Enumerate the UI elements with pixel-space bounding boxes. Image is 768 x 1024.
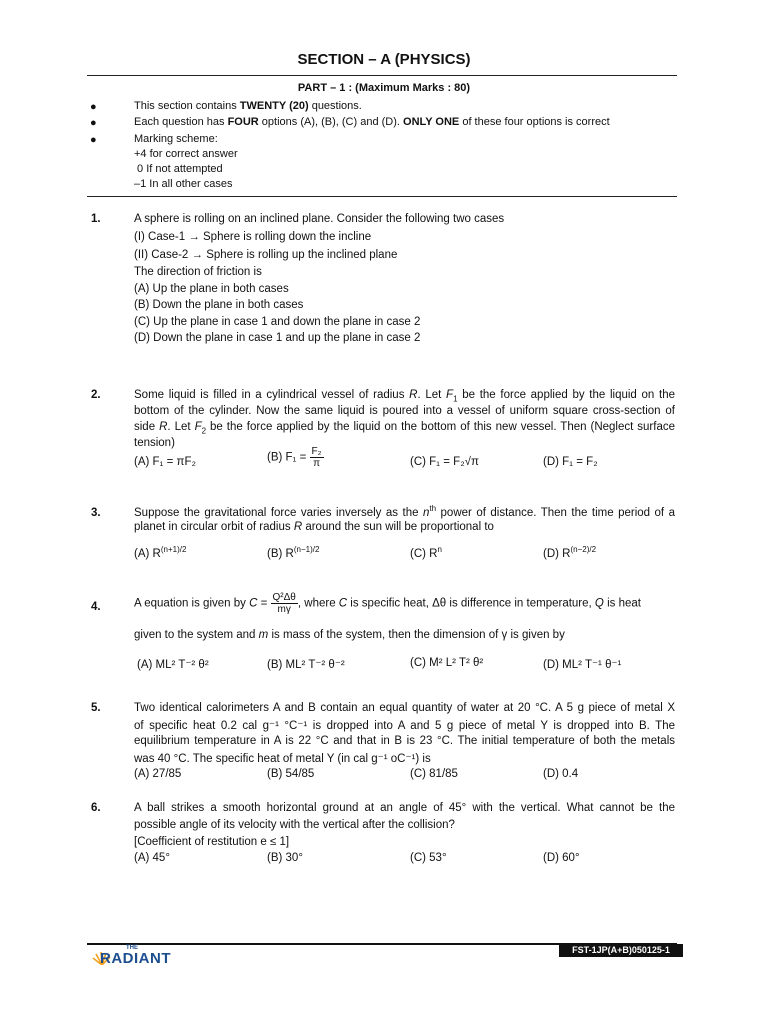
logo-the: THE	[126, 945, 138, 951]
question-1-text: A sphere is rolling on an inclined plane. Consider the following two cases	[134, 213, 505, 225]
question-4-line-1: A equation is given by C = $\frac{\text{Q²Δθ}}{m\gamma}$ , where C is specific heat, Δθ is difference in temperature, Q is heat	[134, 592, 641, 615]
bullet: ●	[90, 117, 97, 129]
section-title: SECTION – A (PHYSICS)	[297, 51, 471, 68]
paper-code: FST-1JP(A+B)050125-1	[559, 944, 683, 957]
marking-unattempted: 0 If not attempted	[134, 163, 223, 175]
question-5-line-2: of specific heat 0.2 cal g⁻¹ °C⁻¹ is dropped into A and 5 g piece of metal Y is dropped into B. The	[134, 720, 675, 732]
question-1-case-2: (II) Case-2 → Sphere is rolling up the inclined plane	[134, 249, 398, 261]
question-2-line-4: tension)	[134, 437, 175, 449]
question-2-line-2: bottom of the cylinder. Now the same liquid is poured into a vessel of uniform square cross-section of	[134, 405, 675, 417]
option-d[interactable]: (D) F₁ = F₂	[543, 456, 598, 468]
question-5-line-1: Two identical calorimeters A and B contain an equal quantity of water at 20 °C. A 5 g piece of metal X	[134, 702, 675, 714]
option-d[interactable]: (D) ML² T⁻¹ θ⁻¹	[543, 659, 622, 671]
bullet: ●	[90, 101, 97, 113]
option-c[interactable]: (C) 53°	[410, 852, 447, 864]
option-b[interactable]: (B) 54/85	[267, 768, 315, 780]
question-6-line-1: A ball strikes a smooth horizontal ground at an angle of 45° with the vertical. What cannot be the	[134, 802, 675, 814]
option-d[interactable]: (D) $R^{(n-2)/2}$	[543, 545, 597, 560]
logo-name: RADIANT	[100, 950, 171, 967]
part-heading: PART – 1 : (Maximum Marks : 80)	[297, 82, 471, 94]
option-c[interactable]: (C) F₁ = F₂√π	[410, 456, 479, 468]
question-number: 5.	[91, 702, 101, 714]
option-b[interactable]: (B) $R^{(n-1)/2}$	[267, 545, 320, 560]
question-number: 4.	[91, 601, 101, 613]
question-5-line-3: equilibrium temperature in A is 22 °C and that in B is 23 °C. The initial temperature of both the metals	[134, 735, 675, 747]
question-5-line-4: was 40 °C. The specific heat of metal Y (in cal g⁻¹ oC⁻¹) is	[134, 753, 431, 765]
instruction-2: Each question has FOUR options (A), (B), (C) and (D). ONLY ONE of these four options is correct	[134, 116, 610, 128]
divider	[87, 196, 677, 197]
option-b[interactable]: (B) ML² T⁻² θ⁻²	[267, 659, 345, 671]
question-number: 6.	[91, 802, 101, 814]
marking-wrong: –1 In all other cases	[134, 178, 233, 190]
option-a[interactable]: (A) 27/85	[134, 768, 182, 780]
option-d[interactable]: (D) 60°	[543, 852, 580, 864]
question-1-prompt: The direction of friction is	[134, 266, 262, 278]
option-a[interactable]: (A) ML² T⁻² θ²	[137, 659, 209, 671]
option-c[interactable]: (C) 81/85	[410, 768, 458, 780]
divider	[87, 75, 677, 76]
question-number: 1.	[91, 213, 101, 225]
instruction-3: Marking scheme:	[134, 133, 218, 145]
option-c[interactable]: (C) Up the plane in case 1 and down the plane in case 2	[134, 316, 421, 328]
question-2-line-1: Some liquid is filled in a cylindrical vessel of radius R. Let $F_1$ be the force applied by the liquid on the	[134, 389, 675, 404]
question-4-line-2: given to the system and m is mass of the system, then the dimension of γ is given by	[134, 629, 565, 641]
question-1-case-1: (I) Case-1 → Sphere is rolling down the incline	[134, 231, 372, 243]
option-b[interactable]: (B) 30°	[267, 852, 303, 864]
option-d[interactable]: (D) Down the plane in case 1 and up the plane in case 2	[134, 332, 421, 344]
option-c[interactable]: (C) $R^n$	[410, 545, 442, 560]
marking-correct: +4 for correct answer	[134, 148, 238, 160]
question-6-line-2: possible angle of its velocity with the vertical after the collision?	[134, 819, 455, 831]
question-number: 3.	[91, 507, 101, 519]
question-3-line-1: Suppose the gravitational force varies inversely as the $n^{th}$ power of distance. Then the time period of a	[134, 504, 675, 519]
question-3-line-2: planet in circular orbit of radius R around the sun will be proportional to	[134, 521, 494, 533]
option-c[interactable]: (C) M² L² T² θ²	[410, 657, 484, 669]
instruction-1: This section contains TWENTY (20) questions.	[134, 100, 362, 112]
option-b[interactable]: (B) F₁ = $\frac{\text{F₂}}{\pi}$	[267, 446, 322, 469]
option-b[interactable]: (B) Down the plane in both cases	[134, 299, 304, 311]
question-2-line-3: side R. Let $F_2$ be the force applied by the liquid on the bottom of this new vessel. Then (Neglect surface	[134, 421, 676, 436]
option-a[interactable]: (A) F₁ = πF₂	[134, 456, 196, 468]
option-a[interactable]: (A) Up the plane in both cases	[134, 283, 289, 295]
question-6-line-3: [Coefficient of restitution e ≤ 1]	[134, 836, 290, 848]
question-number: 2.	[91, 389, 101, 401]
option-a[interactable]: (A) 45°	[134, 852, 170, 864]
option-a[interactable]: (A) $R^{(n+1)/2}$	[134, 545, 187, 560]
option-d[interactable]: (D) 0.4	[543, 768, 579, 780]
bullet: ●	[90, 134, 97, 146]
